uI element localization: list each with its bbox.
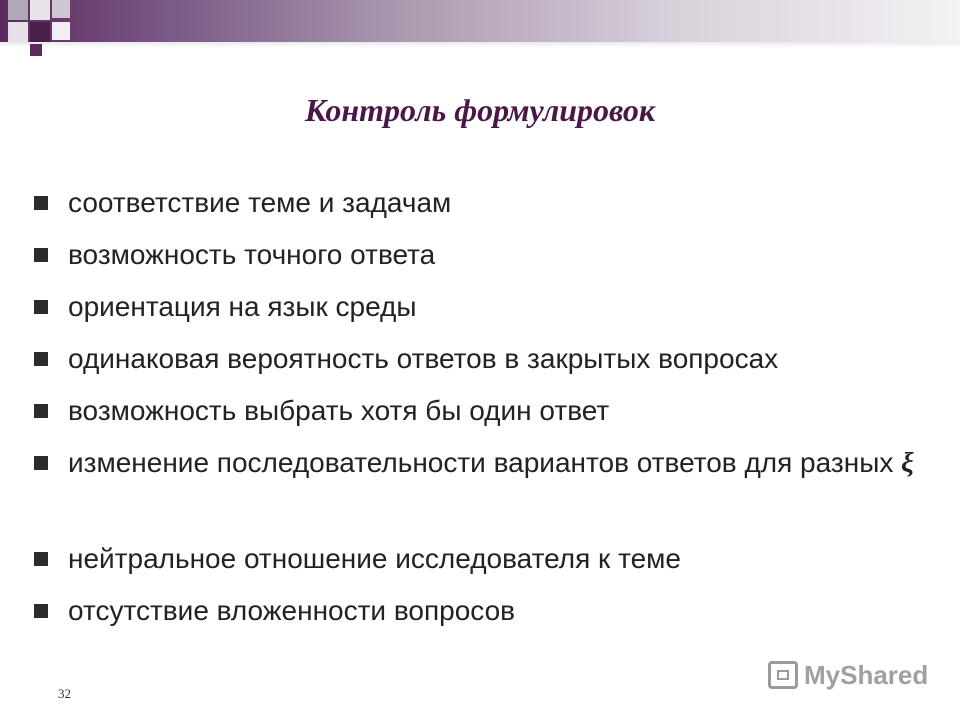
list-item: возможность точного ответа: [68, 239, 436, 270]
xi-symbol: ξ: [901, 448, 914, 479]
presentation-icon: [768, 661, 798, 689]
page-number: 32: [58, 686, 71, 701]
bullet-icon: [34, 196, 48, 210]
bullet-icon: [34, 552, 48, 566]
list-item: возможность выбрать хотя бы один ответ: [68, 395, 610, 426]
slide-title: Контроль формулировок: [304, 92, 656, 128]
list-item: отсутствие вложенности вопросов: [68, 595, 516, 626]
list-item: соответствие теме и задачам: [68, 187, 452, 218]
list-item-text: изменение последовательности вариантов ответов для разных: [68, 447, 894, 478]
list-item-multiline: [68, 441, 918, 486]
list-item: ориентация на язык среды: [68, 291, 417, 322]
bullet-icon: [34, 248, 48, 262]
watermark-text: MyShared: [804, 659, 929, 690]
bullet-icon: [34, 352, 48, 366]
list-item: одинаковая вероятность ответов в закрытых вопросах: [68, 343, 779, 374]
bullet-icon: [34, 604, 48, 618]
bullet-icon: [34, 300, 48, 314]
watermark-logo: [768, 655, 928, 695]
list-item: нейтральное отношение исследователя к теме: [68, 543, 681, 574]
bullet-icon: [34, 456, 48, 470]
bullet-icon: [34, 404, 48, 418]
